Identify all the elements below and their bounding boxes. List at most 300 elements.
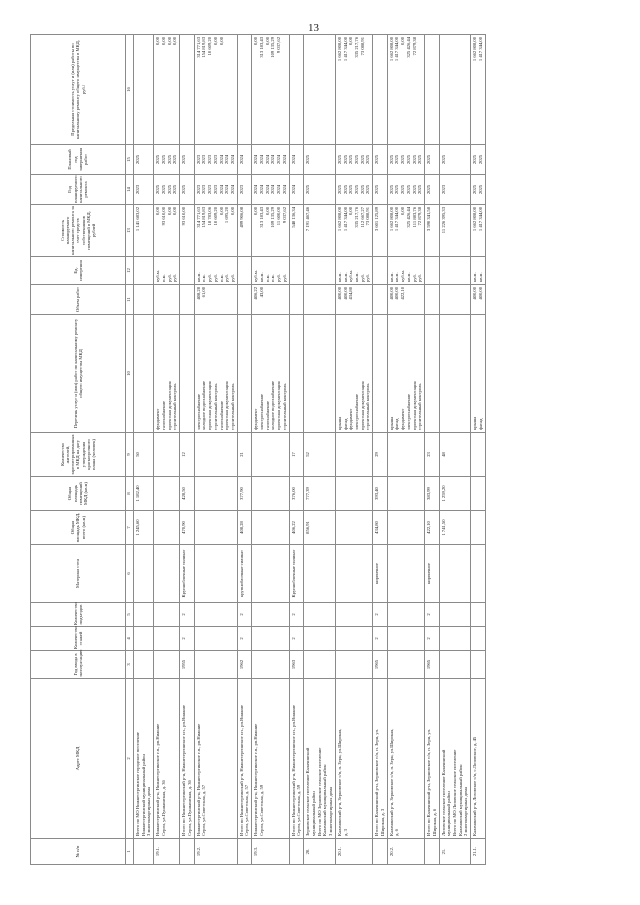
unit-cell-line: кв.м. [336,272,342,282]
row-number [134,839,154,865]
works-list-cell-line: электроснабжение [405,393,411,430]
row-number [425,839,439,865]
row-number: 21.1. [471,839,485,865]
premises-area-cell [252,477,289,511]
works-list-cell-line: строительный контроль [417,383,423,430]
column-number: 6 [126,545,134,603]
cost-cell [154,205,180,257]
works-list-cell-line: крыша [388,416,394,430]
plan-year-cell [387,175,424,205]
total-area-cell [387,511,424,545]
limit-cost-cell-line: 0,00 [155,37,161,46]
column-number: 4 [126,627,134,651]
works-list-cell [439,315,471,433]
residents-cell [154,433,180,477]
address-cell [194,679,237,839]
total-area-cell [335,511,372,545]
cost-cell-line: 1 662 808,00 [388,207,394,232]
unit-cell-line: руб. [417,274,423,282]
limit-cost-cell-line: 325 426,44 [405,37,411,58]
plan-year-cell [289,175,303,205]
end-year-cell-line: 2023 [201,154,207,165]
address-cell-line: муниципальный район [310,791,316,836]
unit-cell-line: кв.м. [405,272,411,282]
entrances-cell [304,603,336,627]
limit-cost-cell-line: 1 417 344,00 [342,37,348,62]
residents-cell [387,433,424,477]
works-list-cell [373,315,387,433]
address-cell-line: Лозовское сельское поселение Калачинский [440,749,446,836]
year-cell: 1963 [289,651,303,679]
table-row [439,35,471,865]
address-cell-line: муниципальный район [446,791,452,836]
cost-cell-line: 0,00 [218,207,224,216]
limit-cost-cell-line: 72 879,38 [411,37,417,56]
plan-year-cell [154,175,180,205]
table-row [180,35,194,865]
page-number: 13 [308,22,319,34]
limit-cost-cell [134,35,154,145]
address-cell-line: Серги, ул.Советская, д. 57 [201,784,207,836]
unit-cell [180,257,194,285]
year-cell [387,651,424,679]
address-cell-line: Итого по Калачинский р-н, Зерновское с/п, п. Зерн, ул. [426,729,432,836]
works-list-cell-line: строительный контроль [172,383,178,430]
plan-year-cell-line: 2025 [172,184,178,195]
table-row [304,35,336,865]
limit-cost-cell-line: 0,00 [218,37,224,46]
address-cell [237,679,251,839]
address-cell [425,679,439,839]
wall-material-cell: кирпичное [373,545,387,603]
unit-cell-line: руб. [212,274,218,282]
wall-material-cell: Крупноблочные силикат [180,545,194,603]
address-cell-line: Нижнесергинский р-н, Нижнесергинское г.п., рп.Нижние [155,723,161,836]
unit-cell-line: руб. [276,274,282,282]
volume-cell [154,285,180,315]
unit-cell [154,257,180,285]
address-cell-line: Нижнесергинский р-н, Нижнесергинское г.п., рп.Нижние [253,723,259,836]
end-year-cell-line: 2025 [342,154,348,165]
residents-cell: 21 [237,433,251,477]
end-year-cell-line: 2025 [155,154,161,165]
end-year-cell-line: 2025 [477,154,483,165]
entrances-cell: 2 [237,603,251,627]
wall-material-cell [154,545,180,603]
table-row [134,35,154,865]
cost-cell [373,205,387,257]
unit-cell [439,257,471,285]
unit-cell-line: руб. [224,274,230,282]
end-year-cell [373,145,387,175]
volume-cell [439,285,471,315]
unit-cell-line: п.м. [218,274,224,282]
volume-cell [252,285,289,315]
cost-cell-line: 109 135,29 [270,207,276,228]
plan-year-cell-line: 2025 [405,184,411,195]
plan-year-cell-line: 2023 [195,184,201,195]
row-number: 20.1. [335,839,372,865]
works-list-cell-line: проектная документация [276,381,282,430]
cost-cell-line: 499 906,08 [238,207,244,228]
plan-year-cell [134,175,154,205]
table-row [154,35,180,865]
works-list-cell-line: фундамент [400,408,406,430]
entrances-cell: 2 [180,603,194,627]
address-cell-line: Широкая, д. 6 [431,808,437,836]
row-number: 20.2. [387,839,424,865]
year-cell [194,651,237,679]
end-year-cell-line: 2024 [281,154,287,165]
address-cell-line: 3 многоквартирных дома [146,786,152,836]
premises-area-cell: 1 182,40 [134,477,154,511]
volume-cell-line: 422,10 [400,287,406,300]
limit-cost-cell [439,35,471,145]
works-list-cell-line: газоснабжение [264,401,270,430]
address-cell-line: Итого по Нижнесергинский р-н, Нижнесергинское г.п., рп.Нижние [238,705,244,836]
volume-cell [180,285,194,315]
limit-cost-cell [471,35,485,145]
plan-year-cell-line: 2024 [290,184,296,195]
address-cell-line: Нижнесергинский р-н, Нижнесергинское г.п., рп.Нижние [195,723,201,836]
address-cell [134,679,154,839]
wall-material-cell [335,545,372,603]
year-cell: 1962 [237,651,251,679]
column-number: 13 [126,205,134,257]
column-number: 3 [126,651,134,679]
floors-cell [154,627,180,651]
plan-year-cell [194,175,237,205]
plan-year-cell-line: 2025 [472,184,478,195]
plan-year-cell-line: 2024 [281,184,287,195]
cost-cell [237,205,251,257]
plan-year-cell [335,175,372,205]
premises-area-cell: 777,39 [304,477,336,511]
volume-cell [289,285,303,315]
unit-cell-line: куб.м. [253,270,259,282]
address-cell-line: Зерновское сельское поселение Калачинский [305,747,311,836]
plan-year-cell-line: 2025 [359,184,365,195]
works-list-cell-line: проектная документация [207,381,213,430]
address-cell-line: Калачинский р-н, Лозовское с/п, с.Лозовское, д. 45 [472,736,478,836]
total-area-cell [194,511,237,545]
column-number: 15 [126,145,134,175]
address-cell-line: Всего по МО Лозовское сельское поселение [451,749,457,836]
row-number [180,839,194,865]
end-year-cell [194,145,237,175]
wall-material-cell [194,545,237,603]
end-year-cell-line: 2024 [258,154,264,165]
limit-cost-cell [335,35,372,145]
total-area-cell: 406,22 [289,511,303,545]
unit-cell-line: п.м. [270,274,276,282]
header-cell: Предельная стоимость услуг и (или) работы по капитальному ремонту общего имущества в МКД, руб./ [31,35,126,145]
end-year-cell [335,145,372,175]
unit-cell-line: кв.м. [342,272,348,282]
unit-cell-line: руб. [207,274,213,282]
works-list-cell-line: проектная документация [224,381,230,430]
volume-cell-line: 408,28 [195,287,201,300]
works-list-cell-line: холодное водоснабжение [270,380,276,430]
works-list-cell [180,315,194,433]
header-cell: Адрес МКД [31,679,126,839]
volume-cell-line: 400,00 [388,287,394,300]
address-cell [335,679,372,839]
end-year-cell [154,145,180,175]
limit-cost-cell-line: 0,00 [160,37,166,46]
header-cell: Общая площадь помещений МКД (кв.м) [31,477,126,511]
limit-cost-cell-line: 1 417 344,00 [394,37,400,62]
volume-cell [387,285,424,315]
end-year-cell-line: 2025 [336,154,342,165]
column-number: 14 [126,175,134,205]
end-year-cell-line: 2025 [181,154,187,165]
address-cell [252,679,289,839]
end-year-cell-line: 2025 [417,154,423,165]
cost-cell-line: 1 662 808,00 [336,207,342,232]
address-cell-line: Серги, ул.Пушкинская, д. 36 [186,780,192,836]
works-list-cell-line: фундамент [348,408,354,430]
end-year-cell-line: 2025 [172,154,178,165]
works-list-cell [289,315,303,433]
cost-cell-line: 0,00 [253,207,259,216]
volume-cell-line: 400,00 [477,287,483,300]
cost-cell-line: 11 226 395,33 [440,207,446,234]
cost-cell [335,205,372,257]
address-cell-line: Калачинский р-н, Зерновское с/п, п. Зерн, ул.Широкая, [388,728,394,836]
header-cell: Количество жителей, зарегистрированных в МКД на дату утверждения краткосрочного плана (человек) [31,433,126,477]
volume-cell [425,285,439,315]
cost-cell [439,205,471,257]
table-row [237,35,251,865]
wall-material-cell [387,545,424,603]
plan-year-cell-line: 2025 [388,184,394,195]
end-year-cell [439,145,471,175]
year-cell: 1955 [180,651,194,679]
plan-year-cell [237,175,251,205]
works-list-cell-line: крыша [336,416,342,430]
works-list-cell-line: фундамент [253,408,259,430]
plan-year-cell-line: 2024 [258,184,264,195]
table-row [471,35,485,865]
entrances-cell [194,603,237,627]
limit-cost-cell-line: 0,00 [264,37,270,46]
cost-cell-line: 0,00 [230,207,236,216]
plan-year-cell-line: 2023 [238,184,244,195]
end-year-cell-line: 2025 [394,154,400,165]
header-cell: Количество подъездов [31,603,126,627]
end-year-cell-line: 2025 [374,154,380,165]
end-year-cell [252,145,289,175]
premises-area-cell [154,477,180,511]
row-number [237,839,251,865]
volume-cell [304,285,336,315]
total-area-cell [154,511,180,545]
end-year-cell [237,145,251,175]
cost-cell-line: 9 037,62 [281,207,287,224]
row-number [373,839,387,865]
works-list-cell-line: фундамент [155,408,161,430]
plan-year-cell-line: 2023 [440,184,446,195]
wall-material-cell [471,545,485,603]
limit-cost-cell [289,35,303,145]
works-list-cell-line: строительный контроль [365,383,371,430]
header-cell: Общая площадь МКД, всего (кв.м) [31,511,126,545]
column-number: 11 [126,285,134,315]
end-year-cell-line: 2025 [365,154,371,165]
residents-cell: 52 [304,433,336,477]
residents-cell: 48 [439,433,471,477]
works-list-cell-line: проектная документация [411,381,417,430]
cost-cell-line: 0,00 [166,207,172,216]
entrances-cell [335,603,372,627]
wall-material-cell: крупноблочные силикат [237,545,251,603]
total-area-cell: 470,90 [180,511,194,545]
wall-material-cell [134,545,154,603]
limit-cost-cell-line: 313 183,43 [258,37,264,58]
floors-cell [335,627,372,651]
plan-year-cell [180,175,194,205]
floors-cell: 2 [373,627,387,651]
wall-material-cell: Крупноблочные силикат [289,545,303,603]
end-year-cell-line: 2023 [207,154,213,165]
volume-cell [471,285,485,315]
column-number: 12 [126,257,134,285]
end-year-cell-line: 2025 [305,154,311,165]
works-list-cell-line: холодное водоснабжение [201,380,207,430]
unit-cell [194,257,237,285]
plan-year-cell [304,175,336,205]
address-cell-line: Серги, ул.Советская, д. 57 [244,784,250,836]
address-cell [387,679,424,839]
end-year-cell-line: 2025 [400,154,406,165]
limit-cost-cell-line: 73 088,91 [359,37,365,56]
cost-cell-line: 314 771,63 [195,207,201,228]
works-list-cell-line: крыша [472,416,478,430]
year-cell [471,651,485,679]
unit-cell-line: руб. [411,274,417,282]
column-number: 16 [126,35,134,145]
cost-cell [425,205,439,257]
plan-year-cell-line: 2025 [477,184,483,195]
cost-cell-line: 10 609,20 [212,207,218,226]
plan-year-cell-line: 2023 [212,184,218,195]
cost-cell [471,205,485,257]
limit-cost-cell-line: 0,00 [400,37,406,46]
limit-cost-cell-line: 109 135,29 [270,37,276,58]
column-number: 2 [126,679,134,839]
plan-year-cell-line: 2024 [276,184,282,195]
entrances-cell [439,603,471,627]
header-cell: Год ввода в эксплуатацию [31,651,126,679]
plan-year-cell-line: 2024 [264,184,270,195]
limit-cost-cell-line: 0,00 [348,37,354,46]
unit-cell-line: кв.м. [258,272,264,282]
cost-cell [180,205,194,257]
works-list-cell [335,315,372,433]
cost-cell-line: 1 417 344,00 [342,207,348,232]
cost-cell [387,205,424,257]
total-area-cell: 408,28 [237,511,251,545]
cost-cell [194,205,237,257]
premises-area-cell: 1 259,20 [439,477,471,511]
address-cell-line: Итого по Нижнесергинский р-н, Нижнесергинское г.п., рп.Нижние [290,705,296,836]
column-number: 7 [126,511,134,545]
limit-cost-cell-line: 335 217,76 [353,37,359,58]
address-cell-line: Всего по МО Нижнесергинское городское поселение [135,732,140,836]
unit-cell-line: кв.м. [477,272,483,282]
residents-cell [471,433,485,477]
limit-cost-cell-line: 154 819,83 [201,37,207,58]
unit-cell-line: п.м. [264,274,270,282]
limit-cost-cell [252,35,289,145]
floors-cell [134,627,154,651]
floors-cell [304,627,336,651]
limit-cost-cell-line: 1 662 808,00 [472,37,478,62]
works-list-cell [425,315,439,433]
address-cell [154,679,180,839]
row-number [289,839,303,865]
plan-year-cell-line: 2025 [348,184,354,195]
address-cell-line: Широкая, д. 3 [379,808,385,836]
unit-cell-line: руб. [365,274,371,282]
cost-cell-line: 73 088,91 [365,207,371,226]
end-year-cell-line: 2023 [195,154,201,165]
works-list-cell-line: фасад [342,418,348,430]
end-year-cell [471,145,485,175]
residents-cell: 29 [373,433,387,477]
end-year-cell-line: 2024 [290,154,296,165]
header-cell: Материал стен [31,545,126,603]
limit-cost-cell [194,35,237,145]
premises-area-cell [471,477,485,511]
year-cell [134,651,154,679]
table-row [289,35,303,865]
premises-area-cell [387,477,424,511]
unit-cell-line: руб. [359,274,365,282]
unit-cell-line: кв.м. [394,272,400,282]
address-cell [289,679,303,839]
volume-cell [373,285,387,315]
floors-cell [439,627,471,651]
end-year-cell [425,145,439,175]
unit-cell-line: руб. [281,274,287,282]
address-cell-line: Итого по Калачинский р-н, Зерновское с/п, п. Зерн, ул. [374,729,380,836]
plan-year-cell-line: 2025 [353,184,359,195]
cost-cell-line: 548 136,34 [290,207,296,228]
header-cell: Стоимость планируемого капитального ремонта за счет средств собственников помещений в МКД, рублей [31,205,126,257]
cost-cell-line: 0,00 [348,207,354,216]
plan-year-cell-line: 2023 [207,184,213,195]
plan-year-cell [373,175,387,205]
cost-cell-line: 1 417 344,00 [394,207,400,232]
plan-year-cell-line: 2025 [155,184,161,195]
unit-cell-line: руб. [230,274,236,282]
row-number: 19.1. [154,839,180,865]
floors-cell [471,627,485,651]
column-number: 10 [126,315,134,433]
residents-cell [335,433,372,477]
limit-cost-cell-line: 314 771,63 [195,37,201,58]
entrances-cell [471,603,485,627]
unit-cell [471,257,485,285]
works-list-cell [252,315,289,433]
end-year-cell [289,145,303,175]
plan-year-cell-line: 2023 [201,184,207,195]
premises-area-cell [194,477,237,511]
address-cell-line: Серги, ул.Советская, д. 59 [258,784,264,836]
works-list-cell-line: фасад [477,418,483,430]
